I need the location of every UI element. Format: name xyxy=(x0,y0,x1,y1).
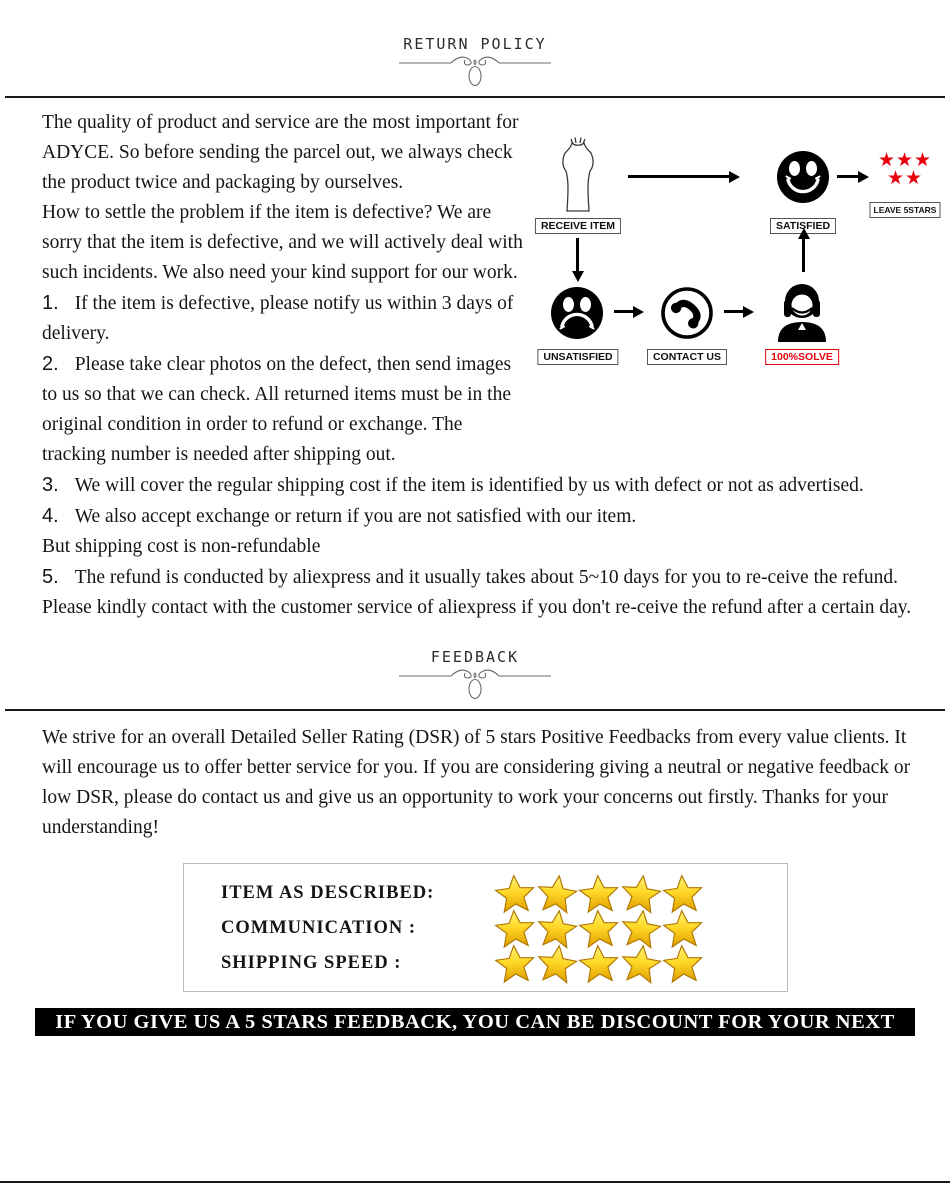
flourish-ornament-icon xyxy=(397,667,553,703)
leave-5stars-label: LEAVE 5STARS xyxy=(870,202,941,218)
unsatisfied-label: UNSATISFIED xyxy=(537,349,618,365)
policy-item-4-text-line2: But shipping cost is non-refundable xyxy=(42,536,321,557)
feedback-title: FEEDBACK xyxy=(430,648,520,666)
rating-label: SHIPPING SPEED : xyxy=(221,953,402,973)
policy-paragraph-2: How to settle the problem if the item is defective? We are sorry that the item is defective, and we will actively deal with such incidents. We also need your kind support for our work. xyxy=(42,202,523,283)
return-policy-title: RETURN POLICY xyxy=(403,35,547,53)
policy-item-5-text: The refund is conducted by aliexpress and it usually takes about 5~10 days for you to re-ceive the refund. Please kindly contact with the customer service of aliexpress if you don't re-ceive the refund after a certain day. xyxy=(42,567,912,618)
policy-paragraph-1: The quality of product and service are the most important for ADYCE. So before sending the parcel out, we always check the product twice and packaging by ourselves. xyxy=(42,112,519,193)
return-policy-body xyxy=(0,98,950,623)
return-policy-header xyxy=(0,0,950,90)
arrow-receive-to-unsatisfied xyxy=(576,238,579,272)
arrow-solve-to-satisfied xyxy=(802,238,805,272)
policy-item-3 xyxy=(42,470,940,501)
red-stars-row-top: ★★★ xyxy=(877,149,933,171)
feedback-paragraph: We strive for an overall Detailed Seller Rating (DSR) of 5 stars Positive Feedbacks from every value clients. It will encourage us to offer better service for you. If you are considering giving a neutral or negative feedback or low DSR, please do contact us and give us an opportunity to work your concerns out firstly. Thanks for your understanding! xyxy=(42,727,911,838)
arrow-contact-to-solve xyxy=(724,310,750,313)
dsr-rating-box xyxy=(183,863,788,992)
policy-item-5 xyxy=(42,562,940,623)
return-flowchart xyxy=(540,136,940,386)
policy-item-4-text-line1: We also accept exchange or return if you are not satisfied with our item. xyxy=(74,506,637,527)
arrow-receive-to-satisfied xyxy=(628,175,736,178)
rating-label: ITEM AS DESCRIBED: xyxy=(221,883,435,903)
rating-label: COMMUNICATION : xyxy=(221,918,417,938)
arrow-unsatisfied-to-contact xyxy=(614,310,640,313)
flourish-ornament-icon xyxy=(397,54,553,90)
dress-icon xyxy=(554,136,602,214)
rating-row-shipping-speed xyxy=(221,946,769,981)
smiley-face-icon xyxy=(776,150,830,204)
policy-item-4-number: 4. xyxy=(42,505,59,527)
rating-row-communication xyxy=(221,911,769,946)
arrow-satisfied-to-stars xyxy=(837,175,865,178)
contact-us-label: CONTACT US xyxy=(647,349,727,365)
five-red-stars-icon xyxy=(873,151,937,187)
discount-banner: IF YOU GIVE US A 5 STARS FEEDBACK, YOU CAN BE DISCOUNT FOR YOUR NEXT ORDER xyxy=(35,1008,915,1036)
phone-icon xyxy=(660,286,714,340)
solve-label: 100%SOLVE xyxy=(765,349,839,365)
policy-item-3-text: We will cover the regular shipping cost if the item is identified by us with defect or not as advertised. xyxy=(74,475,864,496)
policy-item-3-number: 3. xyxy=(42,474,59,496)
red-stars-row-bottom: ★★ xyxy=(886,167,924,189)
policy-item-1-number: 1. xyxy=(42,292,59,314)
feedback-header xyxy=(0,623,950,703)
receive-item-label: RECEIVE ITEM xyxy=(535,218,621,234)
five-gold-stars-icon xyxy=(493,944,703,984)
sad-face-icon xyxy=(550,286,604,340)
policy-item-2-text: Please take clear photos on the defect, then send images to us so that we can check. All returned items must be in the original condition in order to refund or exchange. The tracking number is needed after shipping out. xyxy=(42,354,512,465)
policy-item-1-text: If the item is defective, please notify us within 3 days of delivery. xyxy=(42,293,514,344)
satisfied-label: SATISFIED xyxy=(770,218,836,234)
customer-service-icon xyxy=(772,282,832,344)
policy-item-5-number: 5. xyxy=(42,566,59,588)
rating-row-item-as-described xyxy=(221,876,769,911)
policy-item-2-number: 2. xyxy=(42,353,59,375)
policy-item-4 xyxy=(42,501,940,562)
